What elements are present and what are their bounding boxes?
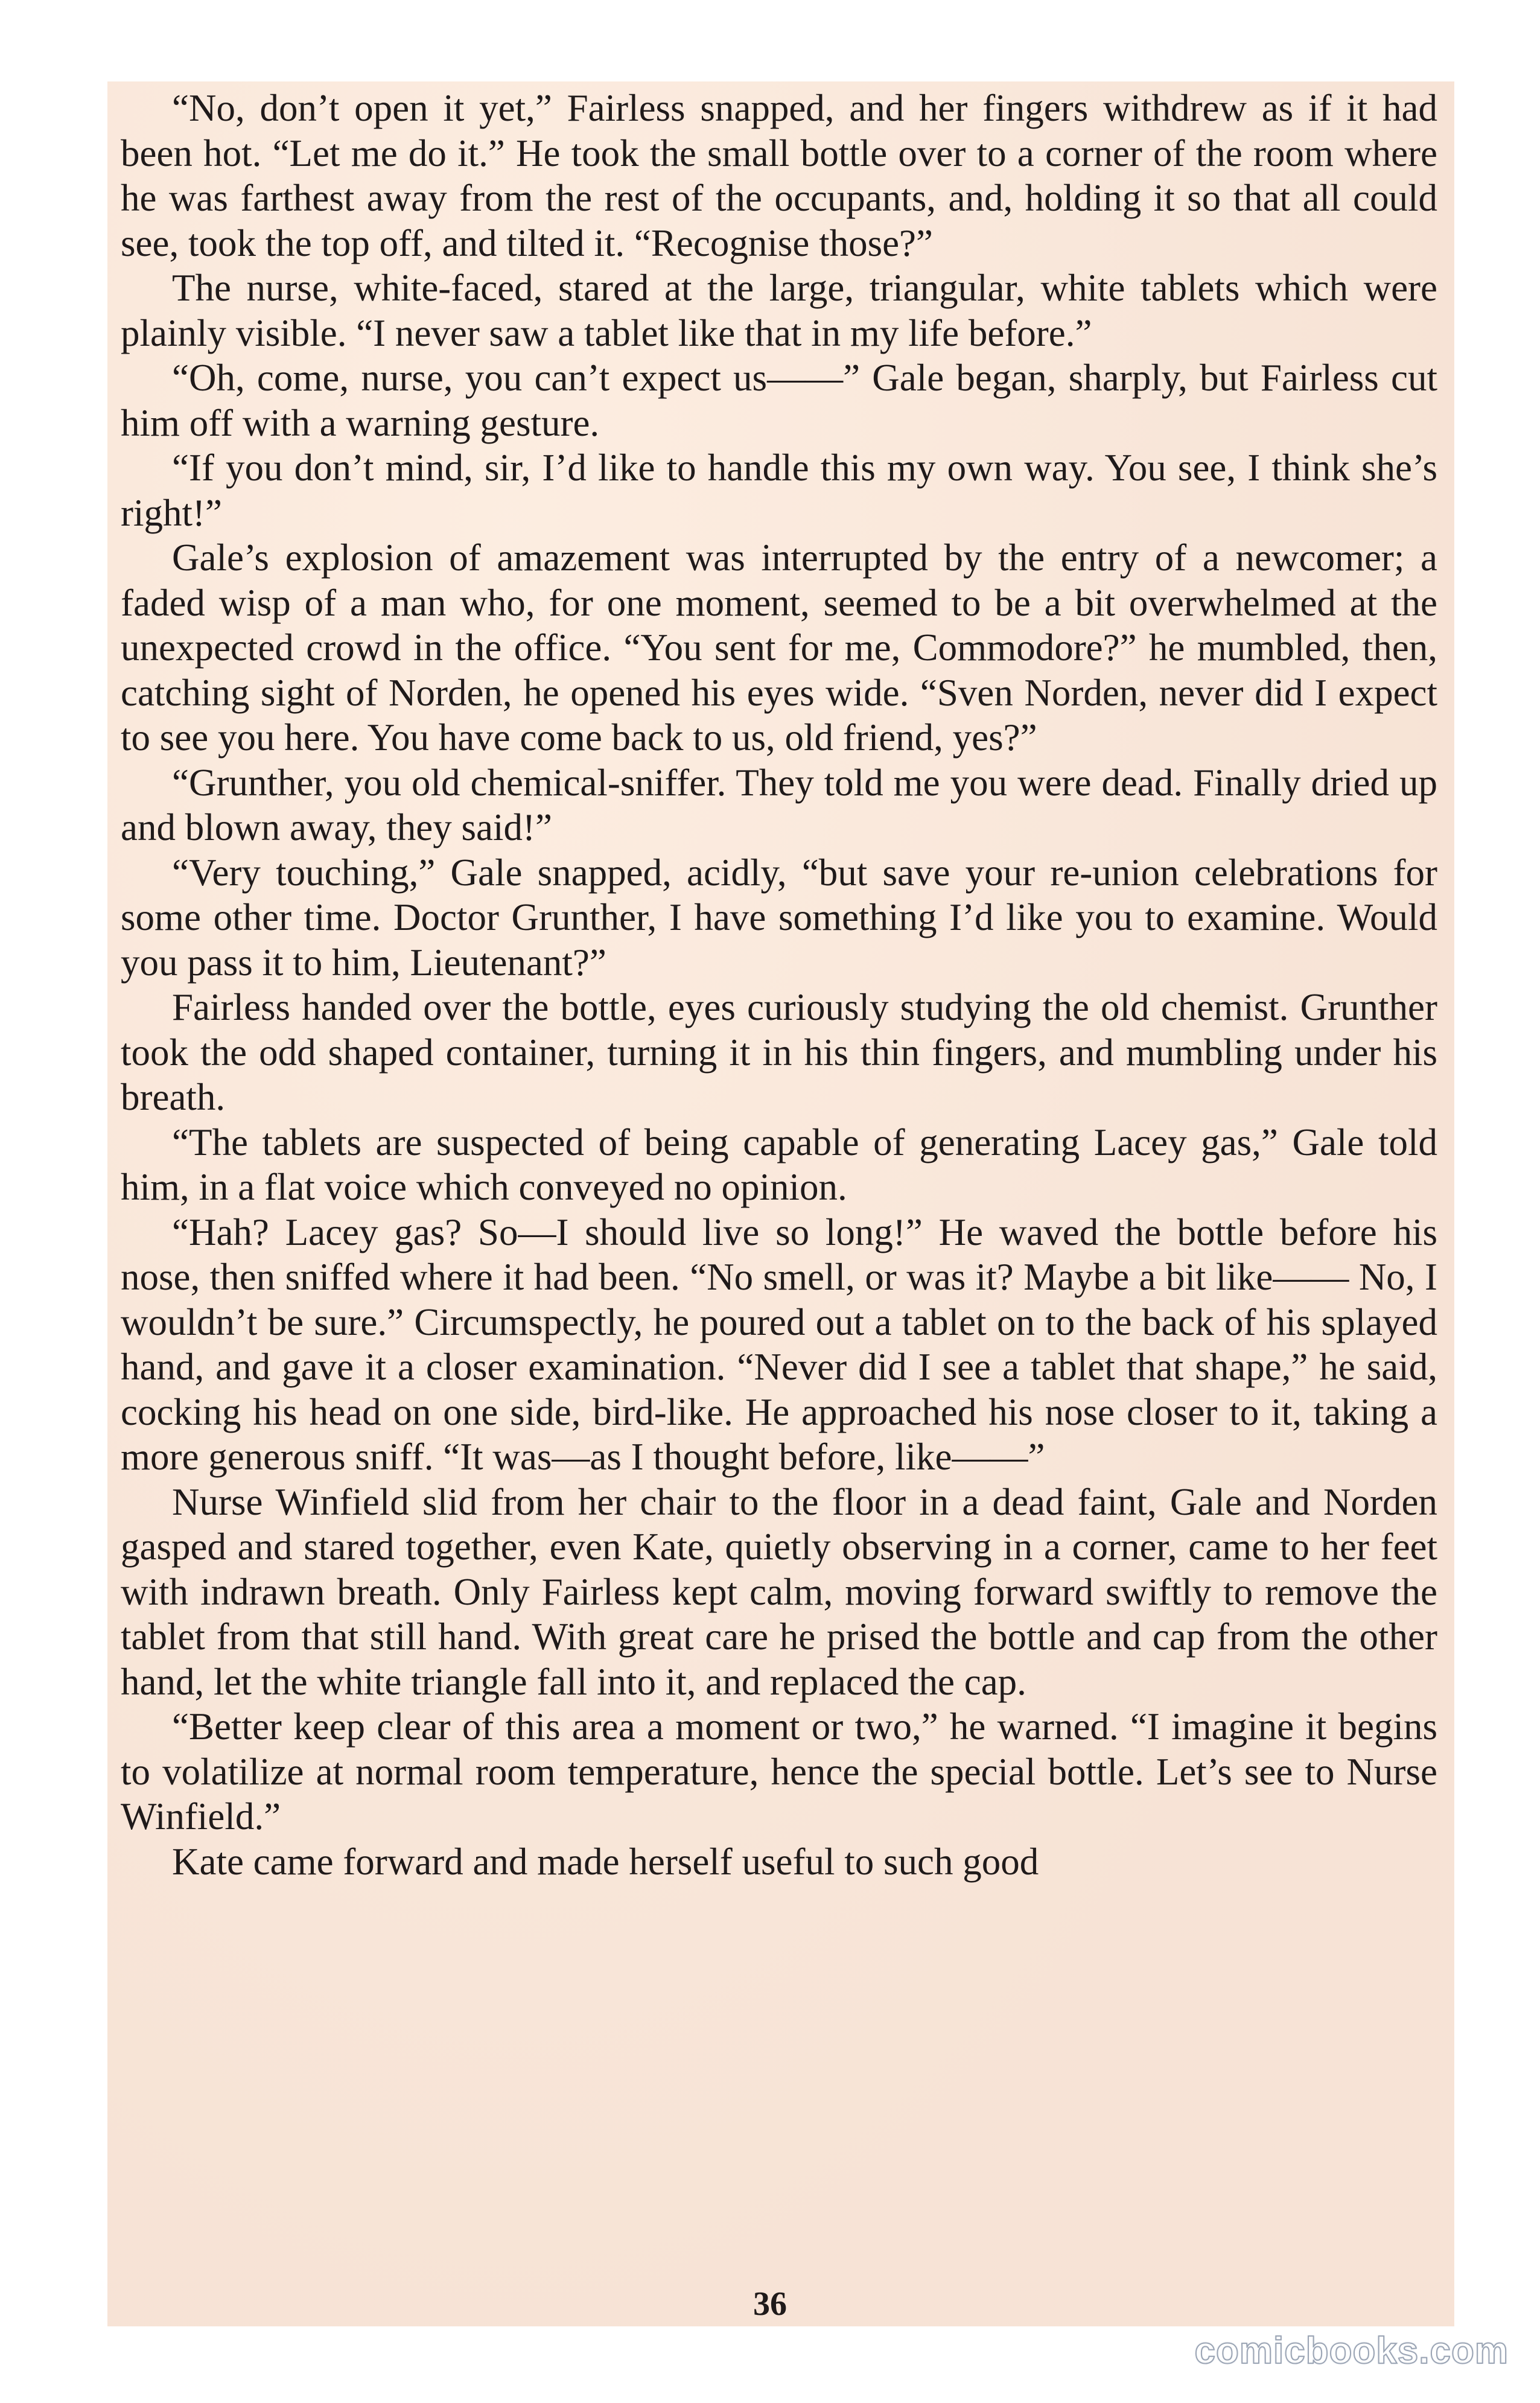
paragraph: “Very touching,” Gale snapped, acidly, “but save your re-union celebrations for some other time. Doctor Grunther, I have something I’d like you to examine. Would you pass it to him, Lieutenant?”	[121, 851, 1437, 984]
paragraph: The nurse, white-faced, stared at the large, triangular, white tablets which were plainly visible. “I never saw a tablet like that in my life before.”	[121, 267, 1437, 354]
paragraph: “Hah? Lacey gas? So—I should live so long!” He waved the bottle before his nose, then sniffed where it had been. “No smell, or was it? Maybe a bit like—— No, I wouldn’t be sure.” Circumspectly, he poured out a tablet on to the back of his splayed hand, and gave it a closer examination. “Never did I see a tablet that shape,” he said, cocking his head on one side, bird-like. He approached his nose closer to it, taking a more generous sniff. “It was—as I thought before, like——”	[121, 1211, 1437, 1478]
paragraph: Nurse Winfield slid from her chair to the floor in a dead faint, Gale and Norden gasped and stared together, even Kate, quietly observing in a corner, came to her feet with indrawn breath. Only Fairless kept calm, moving forward swiftly to remove the tablet from that still hand. With great care he prised the bottle and cap from the other hand, let the white triangle fall into it, and replaced the cap.	[121, 1480, 1437, 1703]
paragraph: “Oh, come, nurse, you can’t expect us——” Gale began, sharply, but Fairless cut him off with a warning gesture.	[121, 357, 1437, 444]
watermark: comicbooks.com	[1194, 2330, 1509, 2372]
paragraph: “Better keep clear of this area a moment or two,” he warned. “I imagine it begins to volatilize at normal room temperature, hence the special bottle. Let’s see to Nurse Winfield.”	[121, 1705, 1437, 1838]
paragraph: Kate came forward and made herself useful to such good	[172, 1840, 1039, 1883]
paragraph: “The tablets are suspected of being capable of generating Lacey gas,” Gale told him, in a flat voice which conveyed no opinion.	[121, 1121, 1437, 1208]
page-number: 36	[753, 2285, 787, 2323]
story-text	[121, 86, 1437, 1884]
paragraph: “If you don’t mind, sir, I’d like to handle this my own way. You see, I think she’s right!”	[121, 447, 1437, 534]
paragraph: “No, don’t open it yet,” Fairless snapped, and her fingers withdrew as if it had been hot. “Let me do it.” He took the small bottle over to a corner of the room where he was farthest away from the rest of the occupants, and, holding it so that all could see, took the top off, and tilted it. “Recognise those?”	[121, 87, 1437, 264]
paragraph: Fairless handed over the bottle, eyes curiously studying the old chemist. Grunther took the odd shaped container, turning it in his thin fingers, and mumbling under his breath.	[121, 986, 1437, 1118]
paragraph: “Grunther, you old chemical-sniffer. They told me you were dead. Finally dried up and blown away, they said!”	[121, 761, 1437, 848]
paragraph: Gale’s explosion of amazement was interrupted by the entry of a newcomer; a faded wisp of a man who, for one moment, seemed to be a bit overwhelmed at the unexpected crowd in the office. “You sent for me, Commodore?” he mumbled, then, catching sight of Norden, he opened his eyes wide. “Sven Norden, never did I expect to see you here. You have come back to us, old friend, yes?”	[121, 536, 1437, 759]
